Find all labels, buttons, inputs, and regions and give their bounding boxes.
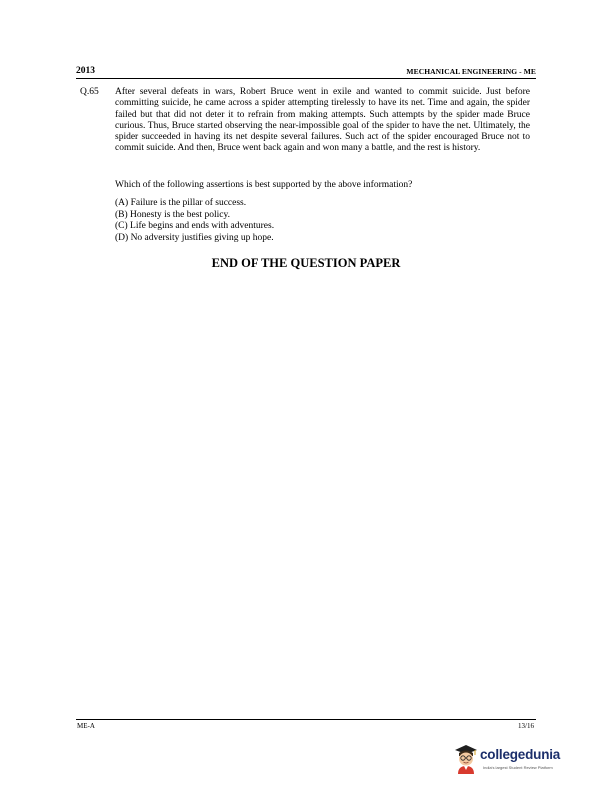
footer-paper-code: ME-A [77,722,95,730]
option-c: (C) Life begins and ends with adventures. [115,221,275,231]
end-of-paper-title: END OF THE QUESTION PAPER [211,256,401,270]
footer-page-number: 13/16 [518,722,534,730]
header-subject: MECHANICAL ENGINEERING - ME [406,67,536,76]
collegedunia-logo [453,744,563,776]
option-b: (B) Honesty is the best policy. [115,209,230,220]
footer-divider [76,719,536,720]
logo-tagline: India's largest Student Review Platform [483,765,553,770]
option-d: (D) No adversity justifies giving up hope. [115,232,274,243]
option-a: (A) Failure is the pillar of success. [115,198,247,208]
header-divider [76,78,536,79]
answer-options [115,198,530,244]
logo-wordmark: collegedunia [480,747,561,762]
question-number: Q.65 [80,87,99,97]
student-mascot-icon [453,744,479,774]
question-prompt: Which of the following assertions is best supported by the above information? [115,180,413,190]
question-passage: After several defeats in wars, Robert Bruce went in exile and wanted to commit suicide. Just before committing suicide, he came across a spider attempting tirelessly to have its net. Time and again, the spider failed but that did not deter it to refrain from making attempts. Such attempts by the spider made Bruce curious. Thus, Bruce started observing the near-impossible goal of the spider to have the net. Ultimately, the spider succeeded in having its net despite several failures. Such act of the spider encouraged Bruce not to commit suicide. And then, Bruce went back again and won many a battle, and the rest is history. [115,87,530,154]
header-year: 2013 [76,66,95,76]
